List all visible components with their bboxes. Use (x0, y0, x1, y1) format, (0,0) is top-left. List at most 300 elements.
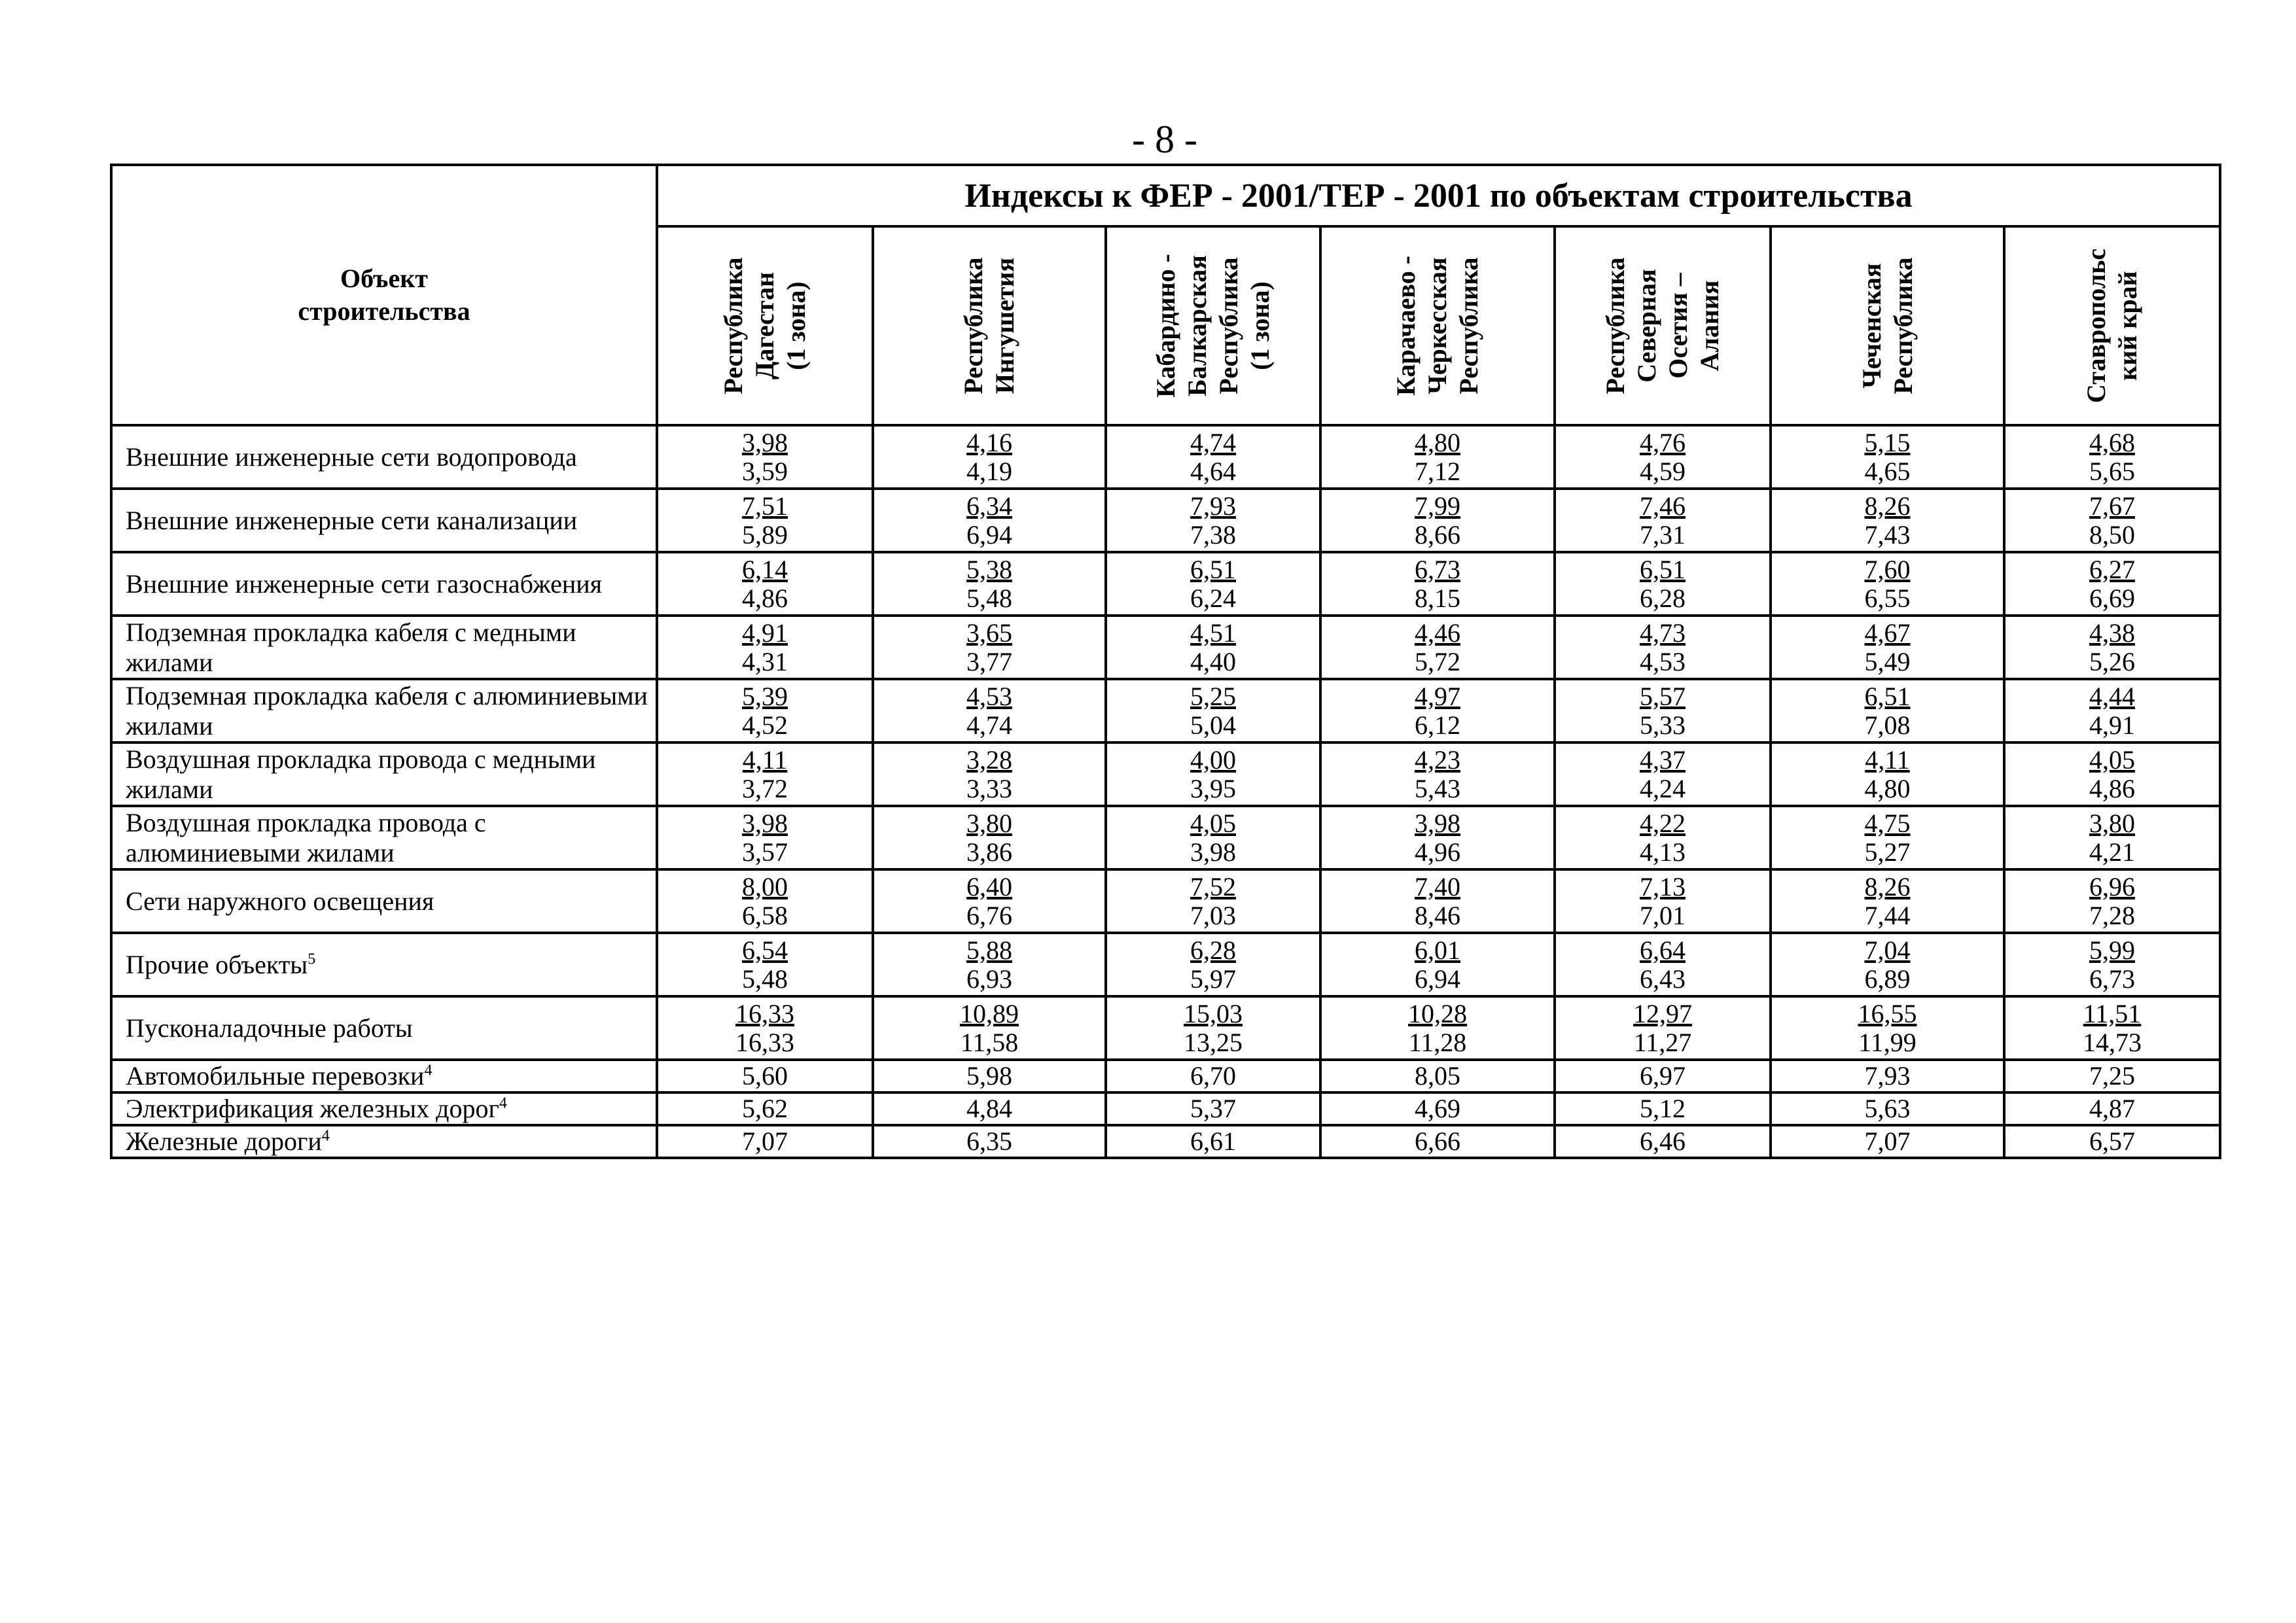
object-name: Прочие объекты (126, 949, 308, 979)
index-value-fer: 6,28 (1190, 935, 1236, 965)
index-cell (1771, 933, 2004, 996)
index-value-fer: 7,93 (1190, 491, 1236, 521)
index-value-ter: 6,89 (1864, 964, 1911, 994)
page-number: - 8 - (1132, 118, 1197, 161)
region-header-line: Алания (1695, 280, 1724, 372)
index-value-fer: 3,98 (1415, 808, 1460, 838)
index-cell (657, 996, 873, 1060)
index-cell (873, 742, 1106, 806)
footnote-mark: 4 (499, 1094, 507, 1112)
table-row (111, 1092, 2220, 1125)
index-value-fer: 8,26 (1864, 871, 1911, 901)
index-value-ter: 3,33 (966, 773, 1012, 803)
region-header-text (1600, 257, 1725, 394)
index-cell (873, 806, 1106, 869)
index-value-ter: 3,95 (1190, 773, 1236, 803)
index-cell (873, 679, 1106, 742)
index-value: 7,07 (657, 1125, 873, 1158)
index-cell (2004, 489, 2220, 552)
index-cell (1555, 425, 1771, 489)
index-value: 5,60 (657, 1060, 873, 1092)
index-value-ter: 6,58 (742, 900, 788, 930)
footnote-mark: 4 (321, 1127, 330, 1145)
index-value: 4,84 (873, 1092, 1106, 1125)
index-cell (1106, 425, 1320, 489)
index-value-ter: 5,48 (966, 583, 1012, 613)
region-header-line: Карачаево - (1391, 255, 1421, 396)
index-value-fer: 4,11 (742, 744, 788, 775)
index-cell (1555, 489, 1771, 552)
region-header-line: Республика (1888, 257, 1918, 394)
object-name-cell (111, 679, 657, 742)
index-cell (1320, 933, 1555, 996)
index-cell (873, 616, 1106, 679)
index-value-ter: 4,65 (1864, 456, 1911, 486)
index-value-fer: 4,44 (2089, 681, 2135, 711)
index-value-fer: 5,38 (966, 554, 1012, 584)
index-value-ter: 7,12 (1415, 456, 1460, 486)
index-cell (657, 552, 873, 616)
index-cell (1106, 679, 1320, 742)
index-value-ter: 4,19 (966, 456, 1012, 486)
index-value-fer: 7,40 (1415, 871, 1460, 901)
index-value-fer: 4,75 (1864, 808, 1911, 838)
index-value: 6,61 (1106, 1125, 1320, 1158)
object-name: Железные дороги (126, 1126, 322, 1156)
object-name: Автомобильные перевозки (126, 1061, 425, 1091)
object-name: Пусконаладочные работы (126, 1013, 413, 1043)
index-value-ter: 3,98 (1190, 837, 1236, 867)
region-header-text (1390, 256, 1485, 396)
index-cell (1771, 425, 2004, 489)
index-value-ter: 3,72 (742, 773, 788, 803)
region-column-header (1320, 226, 1555, 425)
index-cell (1320, 996, 1555, 1060)
footnote-mark: 4 (424, 1062, 433, 1079)
index-cell (2004, 869, 2220, 933)
index-value-ter: 7,01 (1640, 900, 1686, 930)
index-value-fer: 7,51 (742, 491, 788, 521)
index-value-ter: 4,40 (1190, 646, 1236, 676)
index-value-ter: 8,66 (1415, 519, 1460, 550)
index-cell (2004, 679, 2220, 742)
index-cell (1771, 552, 2004, 616)
index-value-fer: 4,05 (1190, 808, 1236, 838)
index-value-fer: 4,05 (2089, 744, 2135, 775)
index-value-fer: 6,40 (966, 871, 1012, 901)
region-header-line: Республика (718, 257, 748, 394)
index-value-fer: 4,22 (1640, 808, 1686, 838)
index-value-fer: 6,73 (1415, 554, 1460, 584)
index-value-ter: 6,12 (1415, 710, 1460, 740)
index-value-ter: 4,80 (1864, 773, 1911, 803)
index-value-ter: 11,99 (1858, 1027, 1916, 1057)
table-body (111, 425, 2220, 1158)
index-value-ter: 6,76 (966, 900, 1012, 930)
region-header-text (958, 257, 1021, 394)
index-value: 5,37 (1106, 1092, 1320, 1125)
region-header-line: Ставропольс (2081, 248, 2111, 404)
index-value-fer: 6,64 (1640, 935, 1686, 965)
index-value-fer: 4,46 (1415, 618, 1460, 648)
index-value-ter: 8,15 (1415, 583, 1460, 613)
index-cell (1555, 933, 1771, 996)
index-cell (873, 869, 1106, 933)
region-column-header (2004, 226, 2220, 425)
index-value-ter: 5,48 (742, 964, 788, 994)
index-value-fer: 4,97 (1415, 681, 1460, 711)
index-cell (657, 869, 873, 933)
index-value-ter: 5,33 (1640, 710, 1686, 740)
index-cell (1771, 742, 2004, 806)
region-column-header (1106, 226, 1320, 425)
index-value-ter: 6,55 (1864, 583, 1911, 613)
index-cell (1555, 996, 1771, 1060)
index-cell (1320, 616, 1555, 679)
index-cell (873, 425, 1106, 489)
index-value-ter: 5,49 (1864, 646, 1911, 676)
index-value-ter: 8,46 (1415, 900, 1460, 930)
index-value-ter: 5,04 (1190, 710, 1236, 740)
table-row (111, 742, 2220, 806)
object-name: Подземная прокладка кабеля с алюминиевыми жилами (126, 680, 648, 741)
index-value-fer: 8,00 (742, 871, 788, 901)
index-value: 5,98 (873, 1060, 1106, 1092)
region-header-line: Республика (1454, 257, 1483, 394)
index-cell (657, 933, 873, 996)
index-value-ter: 7,31 (1640, 519, 1686, 550)
region-header-line: Республика (959, 257, 988, 394)
index-value-ter: 5,43 (1415, 773, 1460, 803)
index-value-ter: 13,25 (1184, 1027, 1243, 1057)
index-value: 6,70 (1106, 1060, 1320, 1092)
index-table (110, 164, 2221, 1159)
index-value-fer: 4,51 (1190, 618, 1236, 648)
index-value-ter: 4,52 (742, 710, 788, 740)
index-value-fer: 16,55 (1858, 998, 1917, 1028)
footnote-mark: 5 (308, 951, 316, 968)
index-value-fer: 4,37 (1640, 744, 1686, 775)
object-name-cell (111, 1125, 657, 1158)
object-name: Внешние инженерные сети газоснабжения (126, 568, 603, 599)
index-value-ter: 4,59 (1640, 456, 1686, 486)
region-header-line: Ингушетия (990, 257, 1019, 394)
index-cell (1106, 996, 1320, 1060)
table-row (111, 996, 2220, 1060)
index-value: 4,69 (1320, 1092, 1555, 1125)
index-cell (1320, 869, 1555, 933)
index-value-ter: 5,89 (742, 519, 788, 550)
region-header-text (718, 257, 812, 394)
index-value-fer: 4,38 (2089, 618, 2135, 648)
index-cell (1320, 489, 1555, 552)
index-value-ter: 7,28 (2089, 900, 2135, 930)
index-cell (1106, 933, 1320, 996)
index-cell (1106, 869, 1320, 933)
index-value-fer: 6,01 (1415, 935, 1460, 965)
index-value: 6,46 (1555, 1125, 1771, 1158)
index-value-fer: 4,68 (2089, 427, 2135, 457)
index-value-ter: 4,86 (742, 583, 788, 613)
index-cell (1320, 425, 1555, 489)
index-value-fer: 4,80 (1415, 427, 1460, 457)
index-value-ter: 8,50 (2089, 519, 2135, 550)
index-cell (873, 933, 1106, 996)
object-name-cell (111, 806, 657, 869)
index-cell (1106, 742, 1320, 806)
region-header-line: Черкесская (1422, 257, 1452, 394)
index-value-ter: 6,73 (2089, 964, 2135, 994)
index-value-ter: 7,03 (1190, 900, 1236, 930)
object-name-cell (111, 552, 657, 616)
index-value-fer: 4,16 (966, 427, 1012, 457)
index-value-ter: 7,38 (1190, 519, 1236, 550)
index-value-fer: 7,52 (1190, 871, 1236, 901)
index-value-fer: 3,80 (2089, 808, 2135, 838)
object-name: Сети наружного освещения (126, 886, 434, 916)
index-value-fer: 7,60 (1864, 554, 1911, 584)
index-value-fer: 10,28 (1408, 998, 1467, 1028)
index-cell (1771, 996, 2004, 1060)
index-cell (2004, 552, 2220, 616)
index-cell (657, 806, 873, 869)
index-cell (657, 742, 873, 806)
table-row (111, 933, 2220, 996)
index-cell (1771, 616, 2004, 679)
index-value: 7,93 (1771, 1060, 2004, 1092)
object-name-cell (111, 489, 657, 552)
index-value-ter: 4,13 (1640, 837, 1686, 867)
index-value-fer: 7,67 (2089, 491, 2135, 521)
region-header-line: (1 зона) (1245, 281, 1275, 370)
index-value-ter: 11,27 (1633, 1027, 1692, 1057)
index-cell (1320, 679, 1555, 742)
region-column-header (1555, 226, 1771, 425)
region-header-line: кий край (2113, 271, 2142, 381)
index-cell (2004, 806, 2220, 869)
index-value-fer: 7,13 (1640, 871, 1686, 901)
index-value-ter: 6,24 (1190, 583, 1236, 613)
index-value-fer: 6,27 (2089, 554, 2135, 584)
index-cell (1555, 679, 1771, 742)
index-cell (1771, 869, 2004, 933)
index-cell (1106, 806, 1320, 869)
index-cell (1106, 552, 1320, 616)
index-value: 5,63 (1771, 1092, 2004, 1125)
region-column-header (1771, 226, 2004, 425)
index-value-ter: 6,94 (966, 519, 1012, 550)
object-name-cell (111, 616, 657, 679)
index-value-fer: 11,51 (2083, 998, 2142, 1028)
index-value-fer: 7,04 (1864, 935, 1911, 965)
index-value-fer: 4,76 (1640, 427, 1686, 457)
index-value-ter: 4,96 (1415, 837, 1460, 867)
index-value-ter: 3,57 (742, 837, 788, 867)
index-value-fer: 4,11 (1865, 744, 1910, 775)
index-value-fer: 4,91 (742, 618, 788, 648)
index-value-fer: 5,57 (1640, 681, 1686, 711)
index-value-fer: 6,34 (966, 491, 1012, 521)
object-name: Внешние инженерные сети канализации (126, 505, 578, 535)
index-cell (657, 489, 873, 552)
object-name-cell (111, 1092, 657, 1125)
table-row (111, 489, 2220, 552)
index-cell (2004, 425, 2220, 489)
index-value-fer: 6,14 (742, 554, 788, 584)
index-value-fer: 5,39 (742, 681, 788, 711)
index-value-fer: 4,74 (1190, 427, 1236, 457)
index-value-ter: 4,53 (1640, 646, 1686, 676)
index-cell (1106, 489, 1320, 552)
region-header-line: Чеченская (1856, 263, 1886, 389)
index-value-ter: 11,28 (1408, 1027, 1467, 1057)
object-name-cell (111, 1060, 657, 1092)
index-value-fer: 16,33 (735, 998, 794, 1028)
object-name-cell (111, 996, 657, 1060)
index-cell (1555, 869, 1771, 933)
index-value-fer: 3,80 (966, 808, 1012, 838)
index-value-ter: 7,43 (1864, 519, 1911, 550)
index-value-ter: 14,73 (2083, 1027, 2142, 1057)
index-cell (1106, 616, 1320, 679)
index-cell (873, 552, 1106, 616)
index-cell (1771, 806, 2004, 869)
index-value-ter: 6,28 (1640, 583, 1686, 613)
index-cell (1320, 806, 1555, 869)
index-value-ter: 5,27 (1864, 837, 1911, 867)
region-header-line: Республика (1600, 257, 1630, 394)
index-value-ter: 5,72 (1415, 646, 1460, 676)
index-value-fer: 3,65 (966, 618, 1012, 648)
object-header-line: строительства (298, 296, 470, 326)
index-value-ter: 5,26 (2089, 646, 2135, 676)
index-value: 6,57 (2004, 1125, 2220, 1158)
region-header-line: Кабардино - (1151, 254, 1180, 398)
index-cell (1771, 489, 2004, 552)
index-value-fer: 12,97 (1633, 998, 1692, 1028)
index-value-ter: 4,91 (2089, 710, 2135, 740)
index-cell (2004, 996, 2220, 1060)
index-value-fer: 3,98 (742, 427, 788, 457)
index-value-ter: 16,33 (735, 1027, 794, 1057)
index-value-ter: 3,59 (742, 456, 788, 486)
index-value-fer: 5,99 (2089, 935, 2135, 965)
index-value-fer: 6,51 (1640, 554, 1686, 584)
index-value-fer: 7,99 (1415, 491, 1460, 521)
object-header-line: Объект (340, 264, 428, 293)
index-value-ter: 3,77 (966, 646, 1012, 676)
index-cell (1555, 742, 1771, 806)
index-cell (1320, 552, 1555, 616)
table-header (111, 165, 2220, 425)
index-value-ter: 4,24 (1640, 773, 1686, 803)
region-header-line: Республика (1214, 257, 1243, 394)
region-header-text (1856, 257, 1919, 394)
index-value-ter: 6,43 (1640, 964, 1686, 994)
index-value-ter: 7,08 (1864, 710, 1911, 740)
index-value: 6,97 (1555, 1060, 1771, 1092)
index-value: 4,87 (2004, 1092, 2220, 1125)
index-value-fer: 10,89 (960, 998, 1019, 1028)
index-value-ter: 4,31 (742, 646, 788, 676)
table-row (111, 1125, 2220, 1158)
index-value: 6,66 (1320, 1125, 1555, 1158)
index-cell (2004, 742, 2220, 806)
index-value-fer: 4,73 (1640, 618, 1686, 648)
table-row (111, 1060, 2220, 1092)
index-cell (2004, 616, 2220, 679)
table-row (111, 552, 2220, 616)
index-value-ter: 3,86 (966, 837, 1012, 867)
table-row (111, 616, 2220, 679)
region-header-line: (1 зона) (781, 281, 811, 370)
region-column-header (873, 226, 1106, 425)
index-value-ter: 4,64 (1190, 456, 1236, 486)
object-name: Подземная прокладка кабеля с медными жилами (126, 617, 576, 677)
index-value-fer: 4,23 (1415, 744, 1460, 775)
object-name: Воздушная прокладка провода с медными жилами (126, 744, 596, 804)
index-cell (657, 616, 873, 679)
object-name-cell (111, 425, 657, 489)
index-value-ter: 5,97 (1190, 964, 1236, 994)
index-value-fer: 8,26 (1864, 491, 1911, 521)
index-value-ter: 4,86 (2089, 773, 2135, 803)
index-cell (657, 679, 873, 742)
index-cell (1320, 742, 1555, 806)
index-cell (2004, 933, 2220, 996)
region-header-line: Дагестан (750, 271, 779, 380)
index-value-fer: 5,25 (1190, 681, 1236, 711)
object-name: Воздушная прокладка провода с алюминиевыми жилами (126, 807, 486, 867)
region-header-text (2081, 249, 2144, 403)
index-value: 7,07 (1771, 1125, 2004, 1158)
region-header-text (1150, 254, 1276, 398)
table-row (111, 679, 2220, 742)
index-cell (1555, 806, 1771, 869)
index-cell (1771, 679, 2004, 742)
index-value-ter: 7,44 (1864, 900, 1911, 930)
region-header-line: Балкарская (1182, 255, 1212, 396)
region-header-line: Осетия – (1663, 273, 1693, 379)
index-value-fer: 4,00 (1190, 744, 1236, 775)
index-value-fer: 4,67 (1864, 618, 1911, 648)
index-value-fer: 6,51 (1864, 681, 1911, 711)
index-value: 5,62 (657, 1092, 873, 1125)
index-value-ter: 6,93 (966, 964, 1012, 994)
index-value-ter: 6,94 (1415, 964, 1460, 994)
index-value-fer: 5,15 (1864, 427, 1911, 457)
indices-main-header: Индексы к ФЕР - 2001/ТЕР - 2001 по объектам строительства (657, 165, 2220, 226)
object-name-cell (111, 742, 657, 806)
index-value: 6,35 (873, 1125, 1106, 1158)
object-name-cell (111, 869, 657, 933)
object-column-header (111, 165, 657, 425)
index-value-ter: 4,74 (966, 710, 1012, 740)
table-row (111, 806, 2220, 869)
index-value-ter: 11,58 (960, 1027, 1019, 1057)
object-name: Внешние инженерные сети водопровода (126, 442, 577, 472)
index-value-fer: 5,88 (966, 935, 1012, 965)
index-value-ter: 6,69 (2089, 583, 2135, 613)
index-value: 8,05 (1320, 1060, 1555, 1092)
index-value: 7,25 (2004, 1060, 2220, 1092)
object-name-cell (111, 933, 657, 996)
index-cell (1555, 552, 1771, 616)
object-name: Электрификация железных дорог (126, 1094, 499, 1123)
index-value-fer: 6,51 (1190, 554, 1236, 584)
index-cell (657, 425, 873, 489)
index-value-fer: 3,28 (966, 744, 1012, 775)
